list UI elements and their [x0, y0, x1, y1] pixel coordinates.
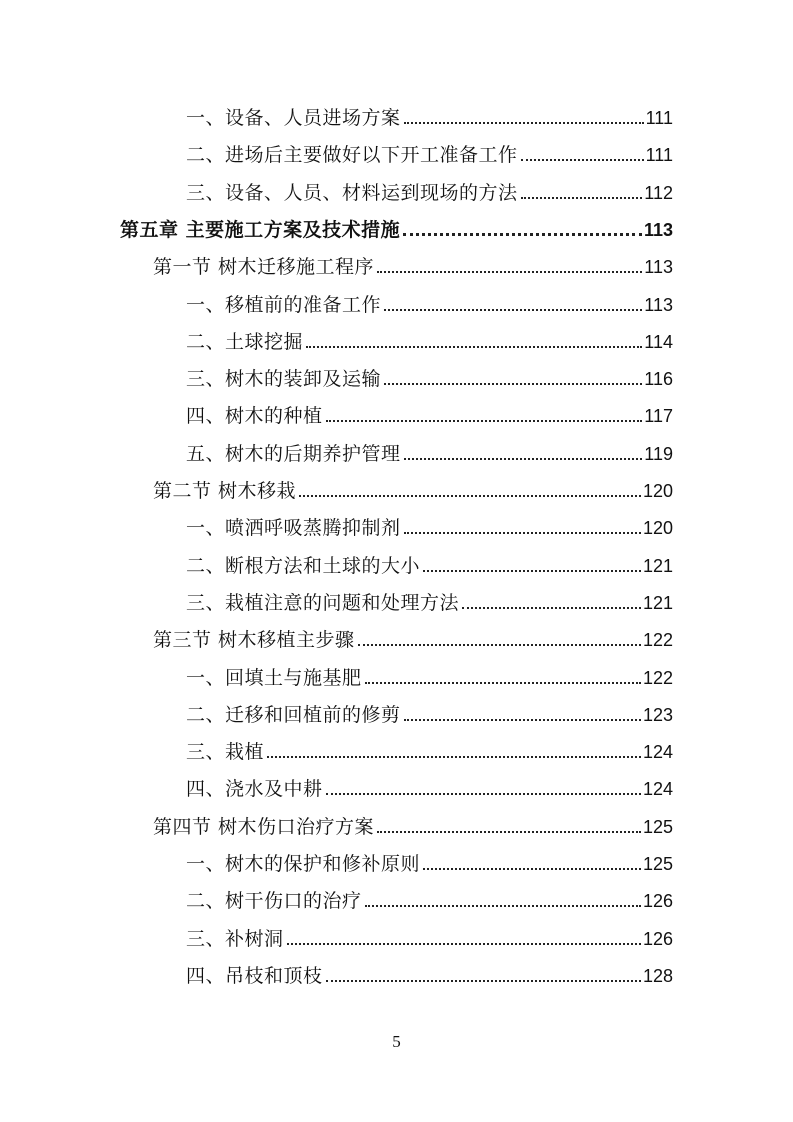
toc-section-entry[interactable] [153, 251, 673, 279]
toc-entry-page: 112 [644, 183, 673, 203]
toc-entry-page: 116 [644, 369, 673, 389]
toc-entry-page: 113 [644, 257, 673, 277]
toc-entry-title: 一、移植前的准备工作 [186, 294, 382, 316]
toc-dot-leader [521, 197, 643, 199]
toc-entry-title: 三、设备、人员、材料运到现场的方法 [186, 182, 518, 204]
toc-entry-page: 120 [642, 518, 673, 538]
toc-entry-page: 126 [642, 929, 673, 949]
toc-subsection-entry[interactable] [186, 550, 673, 578]
toc-dot-leader [326, 980, 641, 982]
toc-entry-title: 一、回填土与施基肥 [186, 667, 362, 689]
toc-entry-title: 一、树木的保护和修补原则 [186, 853, 421, 875]
toc-entry-title: 第五章 主要施工方案及技术措施 [120, 219, 401, 241]
toc-entry-title: 一、设备、人员进场方案 [186, 107, 401, 129]
toc-entry-title: 二、断根方法和土球的大小 [186, 555, 421, 577]
toc-section-entry[interactable] [153, 475, 673, 503]
toc-entry-title: 三、补树洞 [186, 928, 284, 950]
toc-subsection-entry[interactable] [186, 139, 673, 167]
toc-entry-title: 四、浇水及中耕 [186, 778, 323, 800]
toc-dot-leader [404, 458, 643, 460]
toc-subsection-entry[interactable] [186, 438, 673, 466]
toc-subsection-entry[interactable] [186, 326, 673, 354]
toc-entry-title: 第三节 树木移植主步骤 [153, 629, 355, 651]
toc-entry-title: 四、树木的种植 [186, 405, 323, 427]
toc-subsection-entry[interactable] [186, 699, 673, 727]
toc-entry-title: 三、栽植 [186, 741, 265, 763]
toc-entry-title: 第一节 树木迁移施工程序 [153, 256, 375, 278]
toc-dot-leader [365, 682, 641, 684]
toc-dot-leader [521, 159, 644, 161]
toc-entry-title: 二、土球挖掘 [186, 331, 304, 353]
toc-dot-leader [287, 943, 641, 945]
toc-entry-page: 123 [642, 705, 673, 725]
toc-entry-page: 128 [642, 966, 673, 986]
toc-subsection-entry[interactable] [186, 662, 673, 690]
toc-entry-page: 121 [642, 556, 673, 576]
toc-entry-page: 121 [642, 593, 673, 613]
toc-entry-page: 111 [645, 108, 673, 128]
toc-dot-leader [404, 532, 641, 534]
toc-dot-leader [365, 905, 641, 907]
page-number: 5 [392, 1032, 401, 1051]
toc-dot-leader [326, 420, 643, 422]
toc-entry-page: 117 [644, 406, 673, 426]
toc-subsection-entry[interactable] [186, 736, 673, 764]
toc-dot-leader [384, 383, 642, 385]
toc-dot-leader [326, 793, 641, 795]
toc-entry-page: 125 [642, 854, 673, 874]
toc-subsection-entry[interactable] [186, 923, 673, 951]
toc-entry-title: 一、喷洒呼吸蒸腾抑制剂 [186, 517, 401, 539]
toc-dot-leader [462, 607, 641, 609]
toc-entry-title: 二、迁移和回植前的修剪 [186, 704, 401, 726]
toc-entry-page: 126 [642, 891, 673, 911]
toc-entry-title: 三、栽植注意的问题和处理方法 [186, 592, 460, 614]
toc-dot-leader [403, 233, 642, 236]
toc-subsection-entry[interactable] [186, 960, 673, 988]
toc-entry-page: 124 [642, 742, 673, 762]
toc-entry-page: 113 [644, 295, 673, 315]
toc-entry-page: 125 [642, 817, 673, 837]
toc-dot-leader [377, 271, 642, 273]
toc-subsection-entry[interactable] [186, 512, 673, 540]
toc-entry-title: 二、进场后主要做好以下开工准备工作 [186, 144, 518, 166]
toc-subsection-entry[interactable] [186, 773, 673, 801]
toc-entry-page: 122 [642, 668, 673, 688]
toc-dot-leader [423, 570, 641, 572]
toc-dot-leader [404, 719, 641, 721]
toc-dot-leader [384, 309, 642, 311]
toc-dot-leader [404, 122, 644, 124]
toc-entry-page: 119 [644, 444, 673, 464]
toc-dot-leader [306, 346, 642, 348]
toc-chapter-entry[interactable] [120, 214, 673, 242]
toc-entry-title: 第四节 树木伤口治疗方案 [153, 816, 375, 838]
toc-subsection-entry[interactable] [186, 363, 673, 391]
toc-dot-leader [423, 868, 641, 870]
toc-entry-page: 120 [642, 481, 673, 501]
toc-dot-leader [267, 756, 641, 758]
toc-section-entry[interactable] [153, 811, 673, 839]
toc-entry-page: 124 [642, 779, 673, 799]
toc-entry-title: 五、树木的后期养护管理 [186, 443, 401, 465]
toc-entry-page: 111 [645, 145, 673, 165]
toc-subsection-entry[interactable] [186, 177, 673, 205]
toc-subsection-entry[interactable] [186, 289, 673, 317]
toc-subsection-entry[interactable] [186, 400, 673, 428]
toc-dot-leader [358, 644, 641, 646]
toc-entry-title: 第二节 树木移栽 [153, 480, 297, 502]
toc-entry-page: 122 [642, 630, 673, 650]
toc-entry-page: 114 [644, 332, 673, 352]
toc-section-entry[interactable] [153, 624, 673, 652]
toc-entry-title: 二、树干伤口的治疗 [186, 890, 362, 912]
toc-entry-title: 三、树木的装卸及运输 [186, 368, 382, 390]
toc-subsection-entry[interactable] [186, 587, 673, 615]
toc-subsection-entry[interactable] [186, 848, 673, 876]
toc-dot-leader [377, 831, 641, 833]
toc-entry-title: 四、吊枝和顶枝 [186, 965, 323, 987]
toc-dot-leader [299, 495, 641, 497]
toc-entry-page: 113 [643, 220, 673, 240]
toc-subsection-entry[interactable] [186, 885, 673, 913]
toc-subsection-entry[interactable] [186, 102, 673, 130]
